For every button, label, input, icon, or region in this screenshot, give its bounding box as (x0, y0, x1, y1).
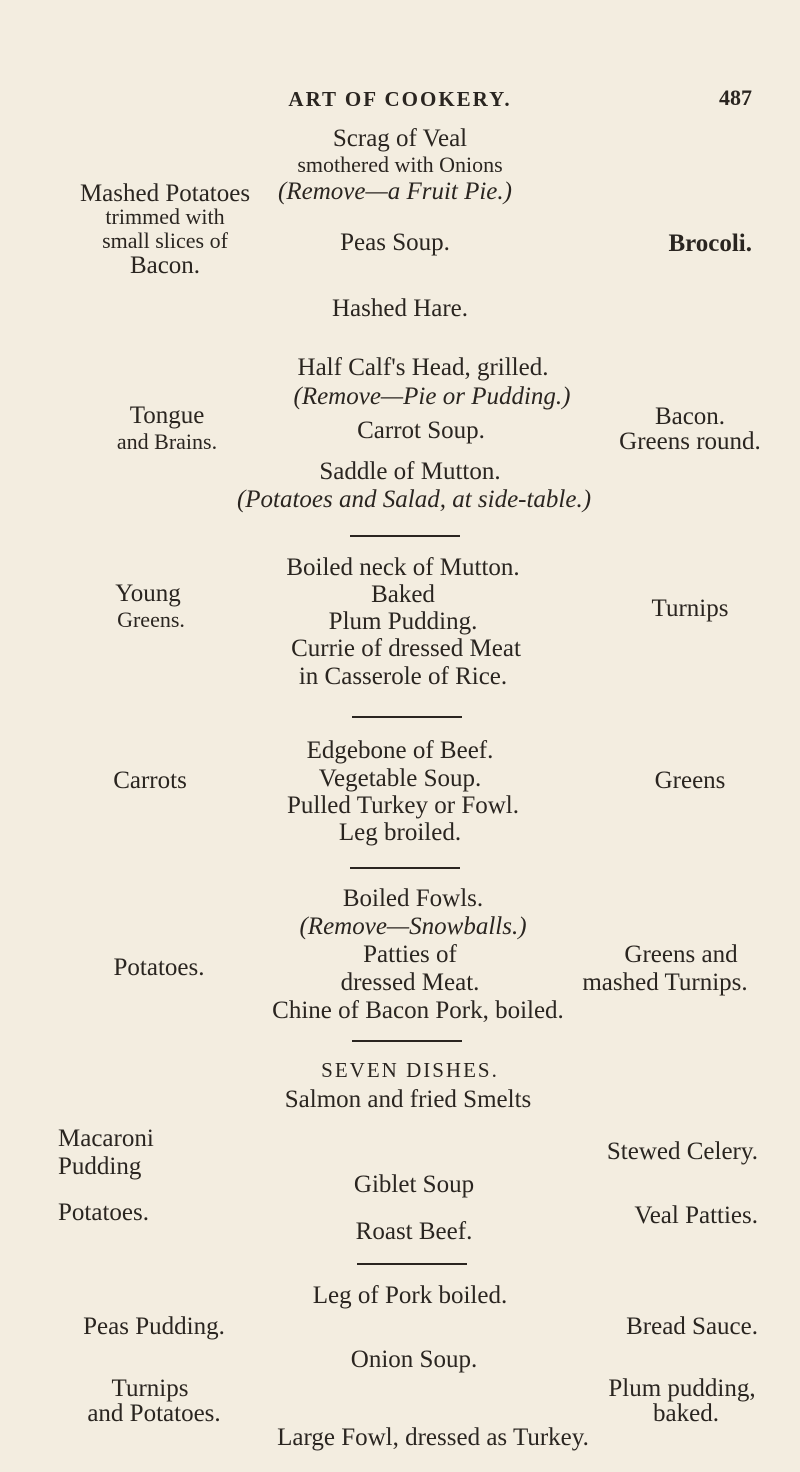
menu-5-left-line: Potatoes. (113, 954, 205, 981)
menu-4-right-line: Greens (654, 767, 726, 794)
menu-7-right-line: Bread Sauce. (626, 1313, 758, 1340)
menu-7-left-line: and Potatoes. (87, 1400, 221, 1427)
menu-3-center-line: Currie of dressed Meat (291, 635, 521, 662)
menu-2-side-table-note: (Potatoes and Salad, at side-table.) (236, 486, 592, 513)
menu-1-left-line: Mashed Potatoes (79, 180, 251, 207)
menu-6-center-line: Roast Beef. (355, 1218, 473, 1245)
menu-5-center-line: dressed Meat. (340, 969, 480, 996)
menu-4-center-line: Edgebone of Beef. (306, 737, 494, 764)
menu-5-right-line: Greens and (624, 941, 738, 968)
menu-6-center-line: Salmon and fried Smelts (284, 1086, 532, 1113)
menu-4-center-line: Pulled Turkey or Fowl. (287, 792, 519, 819)
menu-4-left-line: Carrots (113, 767, 187, 794)
menu-1-center-line: Scrag of Veal (332, 125, 468, 152)
menu-2-right-line: Greens round. (619, 428, 761, 455)
menu-5-right-line: mashed Turnips. (582, 969, 748, 996)
menu-2-center-line: Carrot Soup. (357, 417, 485, 444)
running-title: ART OF COOKERY. (288, 87, 512, 111)
menu-6-right-line: Veal Patties. (634, 1202, 758, 1229)
menu-6-right-line: Stewed Celery. (606, 1138, 758, 1165)
menu-7-right-line: baked. (653, 1400, 719, 1427)
section-divider (352, 716, 462, 718)
menu-6-left-line: Macaroni (58, 1125, 154, 1152)
menu-3-center-line: Plum Pudding. (328, 608, 478, 635)
menu-1-left-line: small slices of (102, 228, 228, 253)
section-divider (352, 1040, 462, 1042)
menu-7-right-line: Plum pudding, (608, 1375, 756, 1402)
menu-6-left-line: Pudding (58, 1153, 142, 1180)
page-number: 487 (719, 85, 752, 110)
menu-6-left-line: Potatoes. (58, 1199, 149, 1226)
menu-1-left-line: trimmed with (105, 204, 225, 229)
menu-1-center-line: smothered with Onions (297, 152, 503, 177)
menu-5-remove-note: (Remove—Snowballs.) (299, 913, 527, 940)
menu-4-center-line: Vegetable Soup. (318, 765, 482, 792)
menu-5-center-line: Boiled Fowls. (342, 885, 484, 912)
section-divider (350, 535, 460, 537)
menu-3-left-line: Young (115, 580, 181, 607)
section-divider (350, 867, 460, 869)
section-divider (357, 1263, 467, 1265)
menu-6-center-line: Giblet Soup (353, 1171, 475, 1198)
menu-1-remove-note: (Remove—a Fruit Pie.) (278, 178, 512, 205)
menu-7-center-line: Leg of Pork boiled. (312, 1282, 508, 1309)
menu-5-center-line: Chine of Bacon Pork, boiled. (272, 997, 564, 1024)
menu-4-center-line: Leg broiled. (338, 819, 462, 846)
menu-3-center-line: Baked (371, 581, 435, 608)
menu-2-right-line: Bacon. (654, 403, 726, 430)
menu-2-center-line: Saddle of Mutton. (319, 458, 501, 485)
menu-7-center-line: Large Fowl, dressed as Turkey. (277, 1424, 589, 1451)
seven-dishes-heading: SEVEN DISHES. (321, 1058, 499, 1082)
menu-7-center-line: Onion Soup. (350, 1346, 478, 1373)
menu-2-left-line: Tongue (129, 402, 205, 429)
menu-2-remove-note: (Remove—Pie or Pudding.) (293, 383, 571, 410)
menu-2-left-line: and Brains. (116, 429, 218, 454)
menu-3-left-line: Greens. (117, 607, 185, 632)
menu-2-center-line: Half Calf's Head, grilled. (297, 354, 549, 381)
menu-3-center-line: Boiled neck of Mutton. (286, 554, 520, 581)
menu-3-right-line: Turnips (651, 595, 729, 622)
menu-1-right-line: Brocoli. (668, 230, 752, 257)
menu-5-center-line: Patties of (363, 941, 457, 968)
menu-1-center-line: Peas Soup. (340, 229, 450, 256)
menu-1-left-line: Bacon. (129, 252, 201, 279)
menu-7-left-line: Peas Pudding. (83, 1313, 225, 1340)
menu-3-center-line: in Casserole of Rice. (298, 663, 508, 690)
menu-1-center-line: Hashed Hare. (331, 295, 469, 322)
menu-7-left-line: Turnips (111, 1375, 189, 1402)
